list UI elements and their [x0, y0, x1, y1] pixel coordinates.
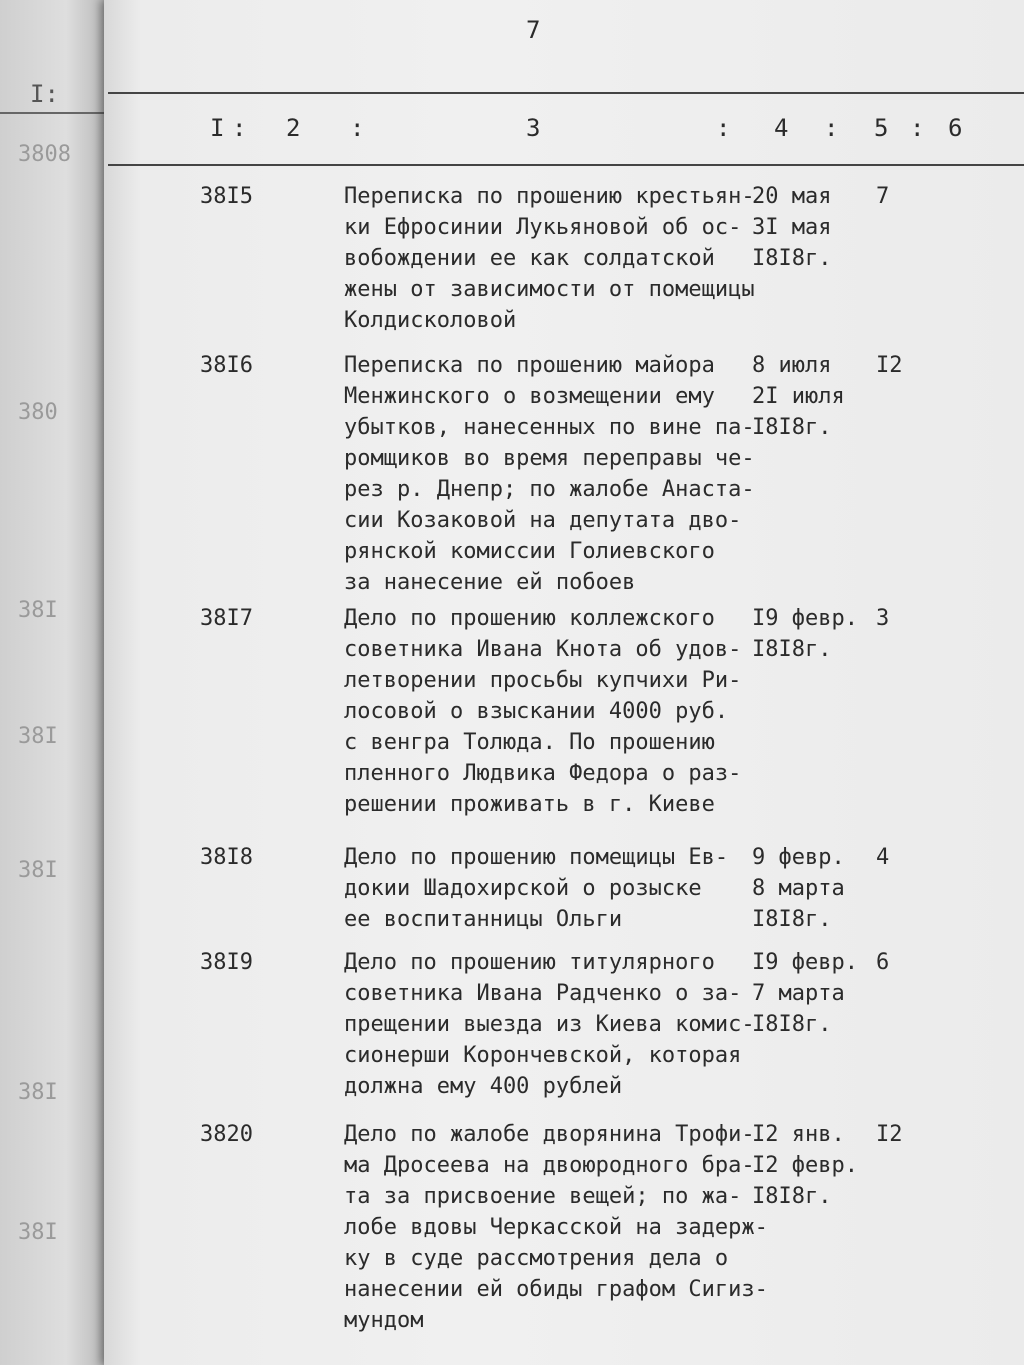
entry-date: 20 мая: [752, 184, 832, 209]
entry-number: 38I7: [200, 606, 253, 631]
left-page-ghost-number: 38I: [18, 1220, 58, 1245]
column-header-4: 4: [774, 114, 789, 142]
entry-date: I2 февр.: [752, 1153, 858, 1178]
entry-number: 38I8: [200, 845, 253, 870]
entry-description-line: ее воспитанницы Ольги: [344, 907, 623, 932]
column-separator: :: [232, 114, 247, 142]
page-number: 7: [526, 16, 541, 44]
entry-description: [344, 845, 728, 938]
entry-description-line: Переписка по прошению майора: [344, 353, 715, 378]
entry-sheet-count: I2: [876, 353, 903, 378]
entry-description-line: лобе вдовы Черкасской на задерж-: [344, 1215, 768, 1240]
column-separator: :: [910, 114, 925, 142]
entry-date: 7 марта: [752, 981, 845, 1006]
entry-description-line: с венгра Толюда. По прошению: [344, 730, 715, 755]
entry-sheet-count: 6: [876, 950, 890, 975]
entry-description-line: должна ему 400 рублей: [344, 1074, 623, 1099]
entry-description-line: ки Ефросинии Лукьяновой об ос-: [344, 215, 742, 240]
entry-description-line: убытков, нанесенных по вине па-: [344, 415, 755, 440]
entry-description-line: Дело по прошению коллежского: [344, 606, 715, 631]
entry-dates: [752, 950, 858, 1043]
entry-sheet-count: 4: [876, 845, 890, 870]
entry-date: I9 февр.: [752, 950, 858, 975]
entry-description-line: сионерши Корончевской, которая: [344, 1043, 742, 1068]
entry-description-line: советника Ивана Кнота об удов-: [344, 637, 742, 662]
left-page-ghost-number: 38I: [18, 724, 58, 749]
left-page-ghost-number: 38I: [18, 1080, 58, 1105]
entry-description-line: вобождении ее как солдатской: [344, 246, 715, 271]
entry-sheet-count: 7: [876, 184, 890, 209]
entry-dates: [752, 353, 845, 446]
entry-description: [344, 184, 755, 339]
entry-description-line: ма Дросеева на двоюродного бра-: [344, 1153, 755, 1178]
entry-date: I8I8г.: [752, 637, 832, 662]
entry-number: 38I5: [200, 184, 253, 209]
entry-description-line: мундом: [344, 1308, 424, 1333]
entry-description-line: решении проживать в г. Киеве: [344, 792, 715, 817]
header-bottom-rule: [108, 164, 1024, 166]
entry-description-line: ку в суде рассмотрения дела о: [344, 1246, 729, 1271]
entry-date: 8 июля: [752, 353, 832, 378]
entry-date: I2 янв.: [752, 1122, 845, 1147]
entry-description-line: нанесении ей обиды графом Сигиз-: [344, 1277, 768, 1302]
document-page: [104, 0, 1024, 1365]
entry-description: [344, 606, 741, 823]
entry-date: 8 марта: [752, 876, 845, 901]
left-page-header: I:: [30, 80, 59, 108]
entry-description-line: Дело по прошению титулярного: [344, 950, 715, 975]
entry-date: I8I8г.: [752, 1184, 832, 1209]
entry-number: 3820: [200, 1122, 253, 1147]
left-page-ghost-number: 380: [18, 400, 58, 425]
column-header-6: 6: [948, 114, 963, 142]
entry-date: 2I июля: [752, 384, 845, 409]
entry-number: 38I6: [200, 353, 253, 378]
entry-description-line: докии Шадохирской о розыске: [344, 876, 702, 901]
entry-description-line: рянской комиссии Голиевского: [344, 539, 715, 564]
entry-dates: [752, 845, 845, 938]
column-separator: :: [350, 114, 365, 142]
column-header-2: 2: [286, 114, 301, 142]
entry-description-line: лосовой о взыскании 4000 руб.: [344, 699, 729, 724]
entry-description-line: летворении просьбы купчихи Ри-: [344, 668, 742, 693]
column-header-5: 5: [874, 114, 889, 142]
entry-date: I8I8г.: [752, 1012, 832, 1037]
entry-dates: [752, 1122, 858, 1215]
entry-description-line: рез р. Днепр; по жалобе Анаста-: [344, 477, 755, 502]
entry-date: 9 февр.: [752, 845, 845, 870]
entry-date: I8I8г.: [752, 415, 832, 440]
entry-number: 38I9: [200, 950, 253, 975]
entry-description-line: за нанесение ей побоев: [344, 570, 636, 595]
entry-description-line: жены от зависимости от помещицы: [344, 277, 755, 302]
left-page-ghost-number: 3808: [18, 142, 71, 167]
entry-description-line: Переписка по прошению крестьян-: [344, 184, 755, 209]
entry-date: 3I мая: [752, 215, 832, 240]
entry-description-line: Дело по прошению помещицы Ев-: [344, 845, 729, 870]
left-page-ghost-number: 38I: [18, 858, 58, 883]
entry-dates: [752, 184, 831, 277]
entry-sheet-count: I2: [876, 1122, 903, 1147]
entry-sheet-count: 3: [876, 606, 890, 631]
entry-description-line: Дело по жалобе дворянина Трофи-: [344, 1122, 755, 1147]
column-separator: :: [824, 114, 839, 142]
entry-description-line: сии Козаковой на депутата дво-: [344, 508, 742, 533]
entry-description: [344, 353, 755, 601]
entry-description: [344, 950, 755, 1105]
entry-description-line: советника Ивана Радченко о за-: [344, 981, 742, 1006]
entry-description-line: прещении выезда из Киева комис-: [344, 1012, 755, 1037]
entry-date: I8I8г.: [752, 246, 832, 271]
entry-dates: [752, 606, 858, 668]
entry-date: I8I8г.: [752, 907, 832, 932]
entry-description-line: ромщиков во время переправы че-: [344, 446, 755, 471]
column-separator: :: [716, 114, 731, 142]
entry-date: I9 февр.: [752, 606, 858, 631]
column-header-3: 3: [526, 114, 541, 142]
left-page-rule: [0, 112, 110, 114]
column-header-1: I: [210, 114, 225, 142]
entry-description-line: та за присвоение вещей; по жа-: [344, 1184, 742, 1209]
left-page-edge: [0, 0, 110, 1365]
header-top-rule: [108, 92, 1024, 94]
entry-description-line: Колдисколовой: [344, 308, 517, 333]
entry-description: [344, 1122, 768, 1339]
entry-description-line: Менжинского о возмещении ему: [344, 384, 715, 409]
left-page-ghost-number: 38I: [18, 598, 58, 623]
entry-description-line: пленного Людвика Федора о раз-: [344, 761, 742, 786]
